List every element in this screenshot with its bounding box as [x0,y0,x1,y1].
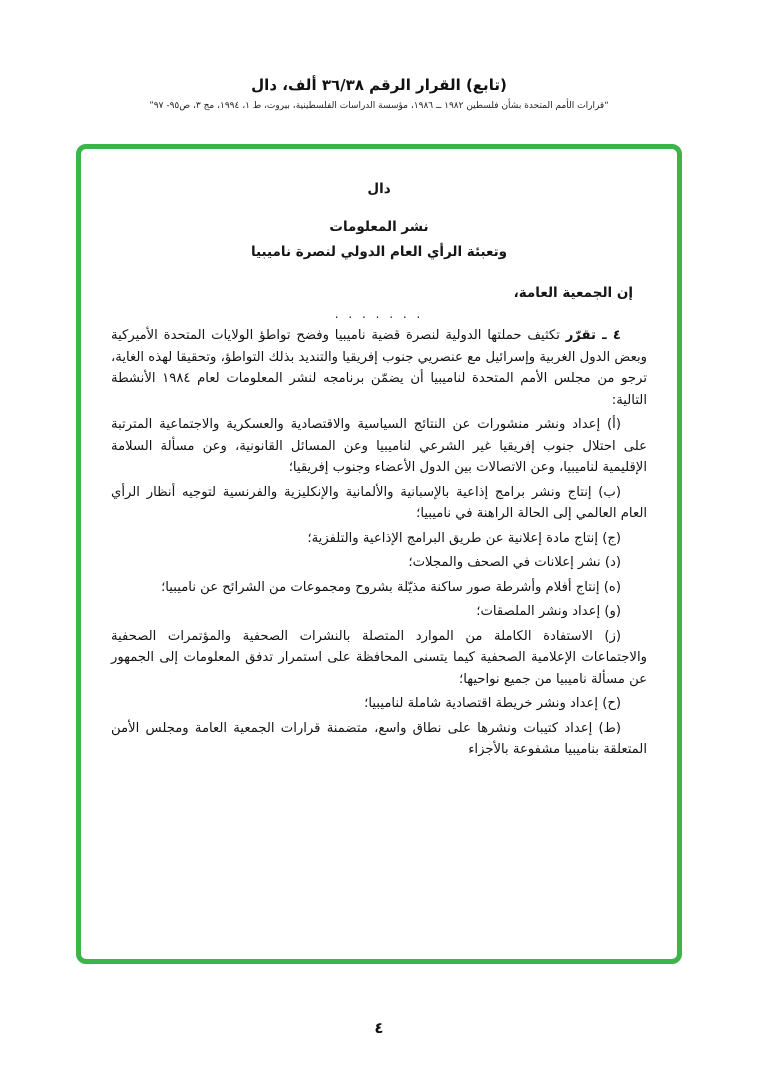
section-letter: دال [367,181,391,197]
paragraph-4-lead: ٤ ـ تقرّر [565,328,621,343]
list-item-alef: (أ) إعداد ونشر منشورات عن النتائج السياسية والاقتصادية والعسكرية والاجتماعية المترتبة على احتلال جنوب إفريقيا غير الشرعي لناميبيا وعن المسائل القانونية، وعن مسألة السلامة الإقليمية لناميبيا، وعن الاتصالات بين الدول الأعضاء وجنوب إفريقيا؛ [111,417,647,475]
document-heading [111,215,647,265]
list-item-ba: (ب) إنتاج ونشر برامج إذاعية بالإسبانية والألمانية والإنكليزية والفرنسية لتوجيه أنظار الرأي العام العالمي إلى الحالة الراهنة في ناميبيا؛ [111,484,647,521]
list-item-hha: (ح) إعداد ونشر خريطة اقتصادية شاملة لناميبيا؛ [364,696,621,711]
paragraph-4-text: تكثيف حملتها الدولية لنصرة قضية ناميبيا وفضح تواطؤ الولايات المتحدة الأميركية وبعض الدول الغربية وإسرائيل مع عنصريي جنوب إفريقيا والتنديد بذلك التواطؤ، وتحقيقا لهذه الغاية، ترجو من مجلس الأمم المتحدة لناميبيا أن يضمّن برنامجه لنشر المعلومات لعام ١٩٨٤ الأنشطة التالية: [111,328,648,408]
list-item-dal: (د) نشر إعلانات في الصحف والمجلات؛ [408,555,621,570]
salutation: إن الجمعية العامة، [513,285,633,301]
heading-line-2: وتعبئة الرأي العام الدولي لنصرة ناميبيا [250,244,508,260]
page-number: ٤ [374,1019,384,1037]
list-item-zay: (ز) الاستفادة الكاملة من الموارد المتصلة بالنشرات الصحفية والمؤتمرات الصحفية والاجتماعات الإعلامية الصحفية كيما يتسنى المحافظة على استمرار تدفق المعلومات إلى الجمهور عن مسألة ناميبيا من جميع نواحيها؛ [111,628,647,687]
page-header [0,76,758,111]
list-item-jim: (ج) إنتاج مادة إعلانية عن طريق البرامج الإذاعية والتلفزية؛ [307,530,621,546]
list-item-ha: (ه) إنتاج أفلام وأشرطة صور ساكنة مذيّلة بشروح ومجموعات من الشرائح عن ناميبيا؛ [161,579,621,595]
source-citation: “قرارات الأمم المتحدة بشأن فلسطين ١٩٨٢ ــ ١٩٨٦، مؤسسة الدراسات الفلسطينية، بيروت، ط ١، ١٩٩٤، مج ٣، ص٩٥- ٩٧” [149,101,609,111]
paragraph-4 [111,325,647,411]
page-footer [0,1018,758,1037]
list-item-waw: (و) إعداد ونشر الملصقات؛ [476,604,621,619]
highlight-border-box [76,144,682,964]
resolution-title: (تابع) القرار الرقم ٣٦/٣٨ ألف، دال [251,76,507,94]
list-item-tta: (ط) إعداد كتيبات ونشرها على نطاق واسع، متضمنة قرارات الجمعية العامة ومجلس الأمن المتعلقة بناميبيا مشفوعة بالأجزاء [111,720,647,757]
omission-dots: . . . . . . . [334,307,424,321]
heading-line-1: نشر المعلومات [329,219,429,235]
